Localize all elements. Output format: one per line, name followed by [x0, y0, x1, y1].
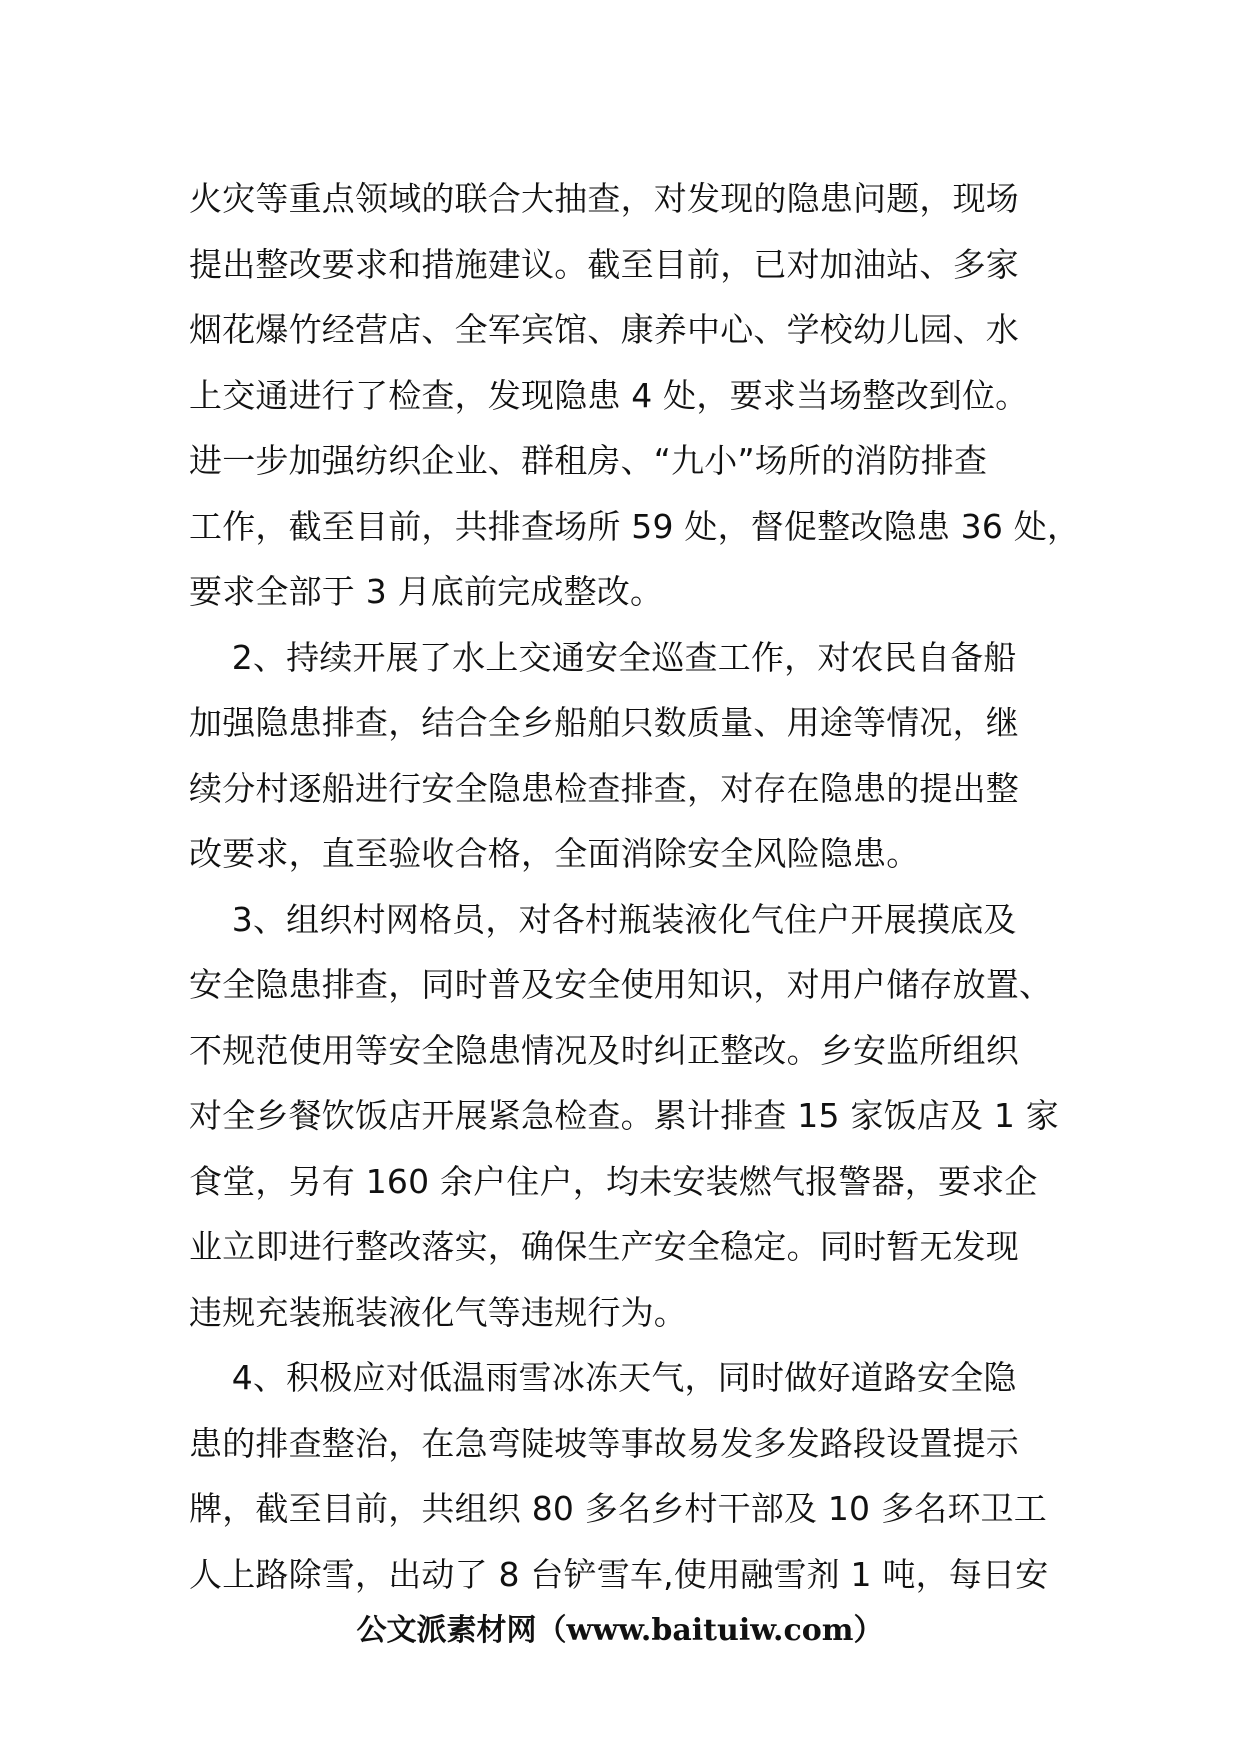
text-line: 牌，截至目前，共组织 80 多名乡村干部及 10 多名环卫工: [189, 1489, 1047, 1528]
text-line: 工作，截至目前，共排查场所 59 处，督促整改隐患 36 处，: [189, 506, 1081, 546]
text-line: 火灾等重点领域的联合大抽查，对发现的隐患问题，现场: [189, 179, 1019, 218]
document-body: [189, 166, 1081, 1607]
text-line: 业立即进行整改落实，确保生产安全稳定。同时暂无发现: [189, 1227, 1019, 1266]
text-line: 不规范使用等安全隐患情况及时纠正整改。乡安监所组织: [189, 1030, 1019, 1070]
text-line: 4、积极应对低温雨雪冰冻天气，同时做好道路安全隐: [189, 1358, 1017, 1397]
text-line: 违规充装瓶装液化气等违规行为。: [189, 1292, 687, 1332]
footer-watermark-text: 公文派素材网（www.baituiw.com）: [356, 1613, 884, 1648]
text-line: 改要求，直至验收合格，全面消除安全风险隐患。: [189, 834, 920, 873]
text-line: 对全乡餐饮饭店开展紧急检查。累计排查 15 家饭店及 1 家: [189, 1096, 1059, 1135]
text-line: 进一步加强纺织企业、群租房、“九小”场所的消防排查: [189, 441, 988, 480]
text-line: 3、组织村网格员，对各村瓶装液化气住户开展摸底及: [189, 899, 1017, 939]
text-line: 2、持续开展了水上交通安全巡查工作，对农民自备船: [189, 637, 1017, 677]
text-line: 安全隐患排查，同时普及安全使用知识，对用户储存放置、: [189, 965, 1053, 1004]
text-line: 续分村逐船进行安全隐患检查排查，对存在隐患的提出整: [189, 768, 1019, 808]
text-line: 烟花爆竹经营店、全军宾馆、康养中心、学校幼儿园、水: [189, 310, 1019, 349]
text-line: 人上路除雪，出动了 8 台铲雪车,使用融雪剂 1 吨，每日安: [189, 1554, 1049, 1594]
text-line: 食堂，另有 160 余户住户，均未安装燃气报警器，要求企: [189, 1161, 1038, 1201]
text-line: 要求全部于 3 月底前完成整改。: [189, 572, 664, 611]
text-line: 上交通进行了检查，发现隐患 4 处，要求当场整改到位。: [189, 375, 1029, 415]
text-line: 加强隐患排查，结合全乡船舶只数质量、用途等情况，继: [189, 703, 1019, 742]
text-line: 患的排查整治，在急弯陡坡等事故易发多发路段设置提示: [189, 1423, 1019, 1463]
text-line: 提出整改要求和措施建议。截至目前，已对加油站、多家: [189, 244, 1019, 284]
